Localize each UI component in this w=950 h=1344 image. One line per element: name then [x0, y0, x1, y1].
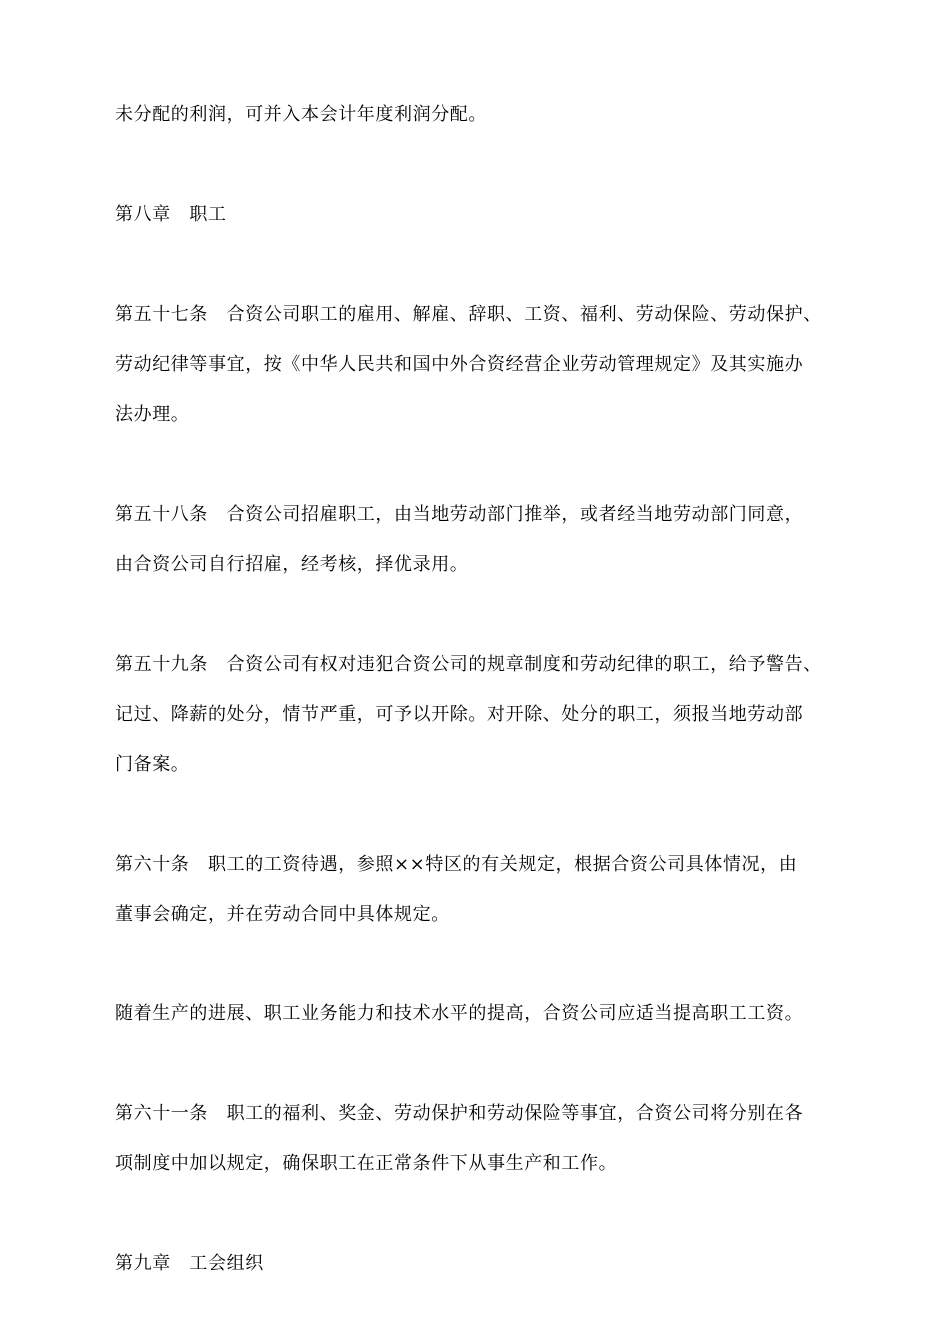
- text-line-profit-carryover: 未分配的利润，可并入本会计年度利润分配。: [115, 104, 487, 125]
- article-57-line-2: 劳动纪律等事宜，按《中华人民共和国中外合资经营企业劳动管理规定》及其实施办: [115, 354, 804, 375]
- article-60-line-1: 第六十条 职工的工资待遇，参照××特区的有关规定，根据合资公司具体情况，由: [115, 854, 798, 875]
- article-58-line-1: 第五十八条 合资公司招雇职工，由当地劳动部门推举，或者经当地劳动部门同意，: [115, 504, 804, 525]
- article-61-line-1: 第六十一条 职工的福利、奖金、劳动保护和劳动保险等事宜，合资公司将分别在各: [115, 1103, 804, 1124]
- article-57-line-3: 法办理。: [115, 404, 190, 425]
- chapter-8-heading: 第八章 职工: [115, 204, 227, 225]
- article-59-line-2: 记过、降薪的处分，情节严重，可予以开除。对开除、处分的职工，须报当地劳动部: [115, 704, 804, 725]
- article-59-line-3: 门备案。: [115, 754, 190, 775]
- wage-increase-paragraph: 随着生产的进展、职工业务能力和技术水平的提高，合资公司应适当提高职工工资。: [115, 1003, 804, 1024]
- article-57-line-1: 第五十七条 合资公司职工的雇用、解雇、辞职、工资、福利、劳动保险、劳动保护、: [115, 304, 822, 325]
- article-61-line-2: 项制度中加以规定，确保职工在正常条件下从事生产和工作。: [115, 1153, 618, 1174]
- chapter-9-heading: 第九章 工会组织: [115, 1253, 264, 1274]
- article-59-line-1: 第五十九条 合资公司有权对违犯合资公司的规章制度和劳动纪律的职工，给予警告、: [115, 654, 822, 675]
- article-58-line-2: 由合资公司自行招雇，经考核，择优录用。: [115, 554, 469, 575]
- article-60-line-2: 董事会确定，并在劳动合同中具体规定。: [115, 904, 450, 925]
